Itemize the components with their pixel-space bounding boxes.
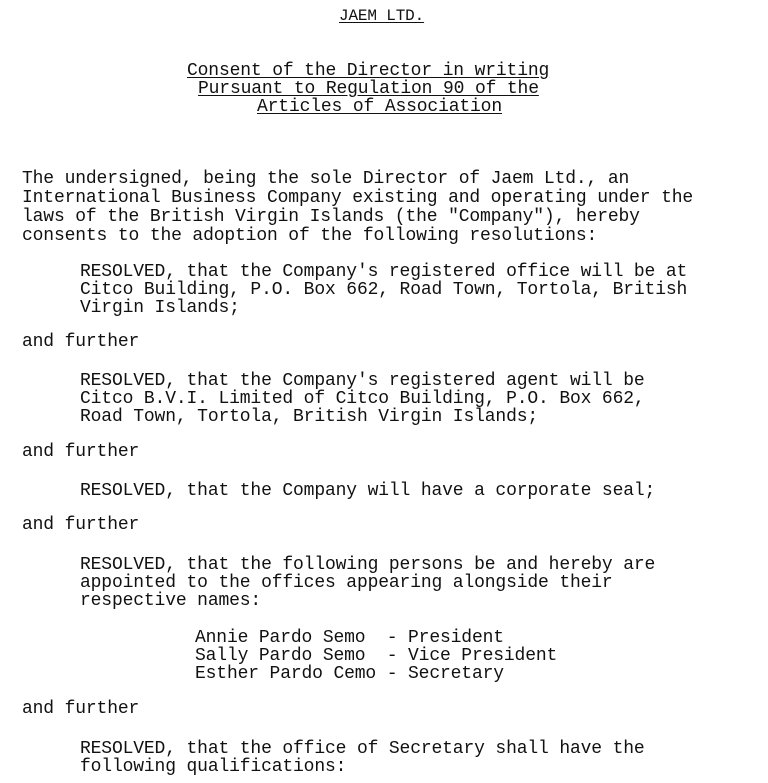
officer-secretary: Esther Pardo Cemo - Secretary bbox=[195, 664, 504, 684]
intro-line-3: laws of the British Virgin Islands (the "Company"), hereby bbox=[22, 207, 640, 227]
title-line-1: Consent of the Director in writing bbox=[187, 61, 550, 81]
resolution-2-line-1: RESOLVED, that the Company's registered agent will be bbox=[80, 371, 645, 391]
officer-vice-president: Sally Pardo Semo - Vice President bbox=[195, 646, 558, 666]
resolution-2-line-2: Citco B.V.I. Limited of Citco Building, P.O. Box 662, bbox=[80, 389, 645, 409]
resolution-4-line-3: respective names: bbox=[80, 591, 262, 611]
resolution-4-line-1: RESOLVED, that the following persons be and hereby are bbox=[80, 555, 656, 575]
resolution-2-line-3: Road Town, Tortola, British Virgin Islands; bbox=[80, 407, 539, 427]
intro-line-2: International Business Company existing and operating under the bbox=[22, 188, 694, 208]
connector-4: and further bbox=[22, 699, 140, 719]
company-header: JAEM LTD. bbox=[339, 7, 425, 25]
intro-line-4: consents to the adoption of the following resolutions: bbox=[22, 226, 598, 246]
resolution-1-line-1: RESOLVED, that the Company's registered office will be at bbox=[80, 262, 688, 282]
connector-2: and further bbox=[22, 442, 140, 462]
resolution-1-line-2: Citco Building, P.O. Box 662, Road Town, Tortola, British bbox=[80, 280, 688, 300]
resolution-5-line-2: following qualifications: bbox=[80, 757, 347, 777]
connector-1: and further bbox=[22, 332, 140, 352]
title-line-2: Pursuant to Regulation 90 of the bbox=[198, 79, 539, 99]
intro-line-1: The undersigned, being the sole Director of Jaem Ltd., an bbox=[22, 169, 630, 189]
resolution-4-line-2: appointed to the offices appearing alongside their bbox=[80, 573, 613, 593]
connector-3: and further bbox=[22, 515, 140, 535]
resolution-5-line-1: RESOLVED, that the office of Secretary shall have the bbox=[80, 739, 645, 759]
title-line-3: Articles of Association bbox=[257, 97, 502, 117]
resolution-1-line-3: Virgin Islands; bbox=[80, 298, 240, 318]
resolution-3-line-1: RESOLVED, that the Company will have a corporate seal; bbox=[80, 481, 656, 501]
officer-president: Annie Pardo Semo - President bbox=[195, 628, 504, 648]
